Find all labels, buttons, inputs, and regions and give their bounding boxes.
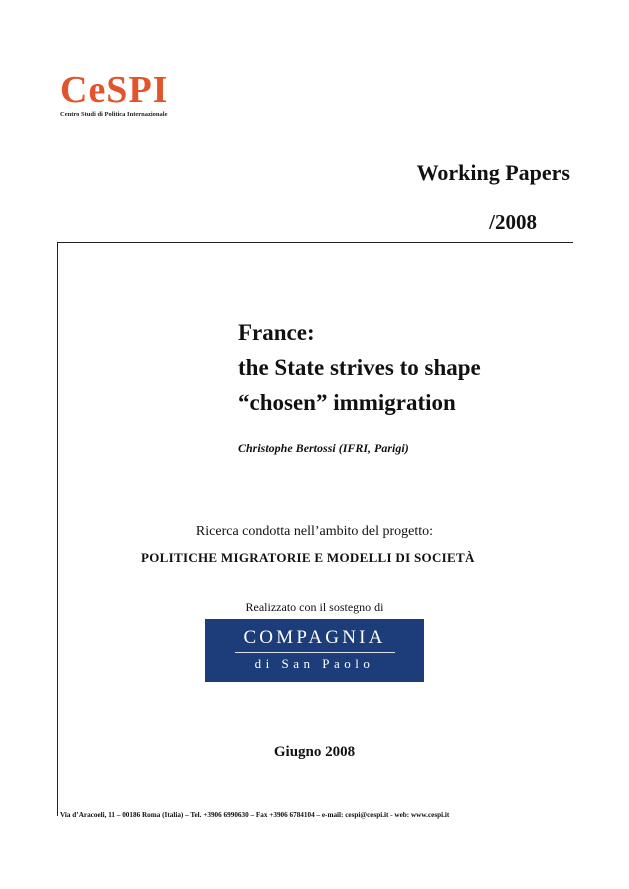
paper-number: /2008 <box>489 210 537 234</box>
footer-address: Via d’Aracoeli, 11 – 00186 Roma (Italia) – Tel. +3906 6990630 – Fax +3906 6784104 – e-mail: cespi@cespi.it - web: www.cespi.it <box>60 811 450 819</box>
horizontal-divider <box>57 242 573 243</box>
series-title: Working Papers <box>416 160 570 185</box>
project-name: POLITICHE MIGRATORIE E MODELLI DI SOCIETÀ <box>141 550 475 565</box>
title-line-2: the State strives to shape <box>238 355 481 380</box>
document-title <box>238 315 481 420</box>
title-line-1: France: <box>238 320 315 345</box>
sponsor-name: COMPAGNIA <box>243 627 386 648</box>
author: Christophe Bertossi (IFRI, Parigi) <box>238 441 409 455</box>
sponsor-divider <box>235 652 395 653</box>
support-text: Realizzato con il sostegno di <box>245 600 384 614</box>
logo-text: CeSPI <box>60 69 169 111</box>
cespi-logo <box>60 70 168 118</box>
research-intro-text: Ricerca condotta nell’ambito del progetto: <box>195 524 434 539</box>
publication-date: Giugno 2008 <box>273 744 356 760</box>
sponsor-logo <box>205 619 424 682</box>
logo-subtitle: Centro Studi di Politica Internazionale <box>60 111 168 118</box>
sponsor-subtitle: di San Paolo <box>254 656 375 671</box>
research-intro <box>0 524 629 540</box>
title-line-3: “chosen” immigration <box>238 390 456 415</box>
